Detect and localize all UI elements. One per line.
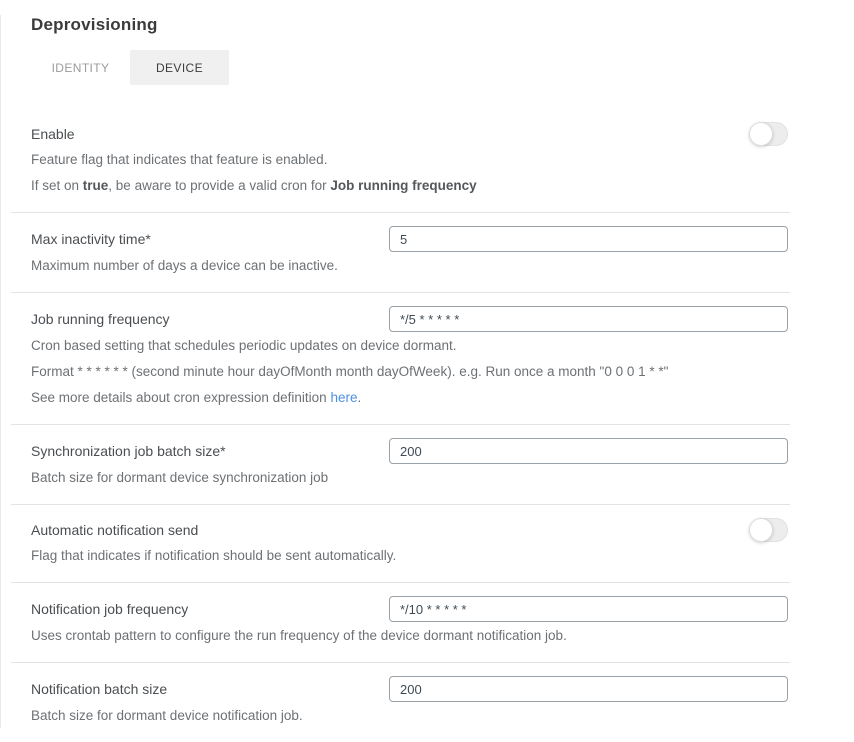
section-max-inactivity-time (1, 213, 854, 292)
notification-batch-size-input[interactable] (389, 676, 788, 702)
section-notification-job-frequency (1, 583, 854, 662)
synchronization-job-batch-size-label: Synchronization job batch size* (31, 442, 226, 459)
section-enable (1, 109, 854, 212)
automatic-notification-send-description: Flag that indicates if notification should be sent automatically. (31, 548, 397, 563)
section-notification-batch-size (1, 663, 854, 742)
job-running-frequency-description-2: Format * * * * * * (second minute hour dayOfMonth month dayOfWeek). e.g. Run once a month "0 0 0 1 * *" (31, 364, 669, 379)
enable-note-middle: , be aware to provide a valid cron for (108, 178, 331, 193)
enable-note-bold-true: true (82, 178, 109, 193)
notification-job-frequency-label: Notification job frequency (31, 600, 189, 617)
enable-toggle-knob (749, 122, 773, 146)
notification-job-frequency-description: Uses crontab pattern to configure the run frequency of the device dormant notification job. (31, 628, 567, 643)
enable-description: Feature flag that indicates that feature is enabled. (31, 152, 328, 167)
tab-identity[interactable]: IDENTITY (51, 60, 110, 75)
section-automatic-notification-send (1, 505, 854, 582)
tab-bar (31, 50, 854, 85)
job-running-frequency-input[interactable] (389, 306, 788, 332)
cron-details-text: See more details about cron expression definition (31, 390, 331, 405)
tab-device[interactable]: DEVICE (130, 50, 229, 85)
notification-batch-size-description: Batch size for dormant device notification job. (31, 708, 303, 723)
job-running-frequency-description-3 (31, 385, 788, 410)
max-inactivity-time-description: Maximum number of days a device can be inactive. (31, 258, 338, 273)
synchronization-job-batch-size-description: Batch size for dormant device synchronization job (31, 470, 329, 485)
cron-details-here-link[interactable]: here (330, 390, 358, 405)
section-job-running-frequency (1, 293, 854, 424)
max-inactivity-time-label: Max inactivity time* (31, 230, 151, 247)
enable-toggle[interactable] (750, 122, 788, 146)
notification-batch-size-label: Notification batch size (31, 680, 168, 697)
synchronization-job-batch-size-input[interactable] (389, 438, 788, 464)
enable-label: Enable (31, 125, 75, 142)
notification-job-frequency-input[interactable] (389, 596, 788, 622)
automatic-notification-send-label: Automatic notification send (31, 521, 199, 538)
cron-details-period: . (357, 390, 362, 405)
enable-note-prefix: If set on (31, 178, 83, 193)
page-title: Deprovisioning (31, 15, 158, 34)
enable-note-bold-frequency: Job running frequency (330, 178, 477, 193)
automatic-notification-send-toggle[interactable] (750, 518, 788, 542)
max-inactivity-time-input[interactable] (389, 226, 788, 252)
enable-note (31, 173, 788, 198)
automatic-notification-send-toggle-knob (749, 518, 773, 542)
deprovisioning-settings-page (0, 15, 854, 728)
job-running-frequency-description-1: Cron based setting that schedules periodic updates on device dormant. (31, 338, 457, 353)
job-running-frequency-label: Job running frequency (31, 310, 170, 327)
section-synchronization-job-batch-size (1, 425, 854, 504)
